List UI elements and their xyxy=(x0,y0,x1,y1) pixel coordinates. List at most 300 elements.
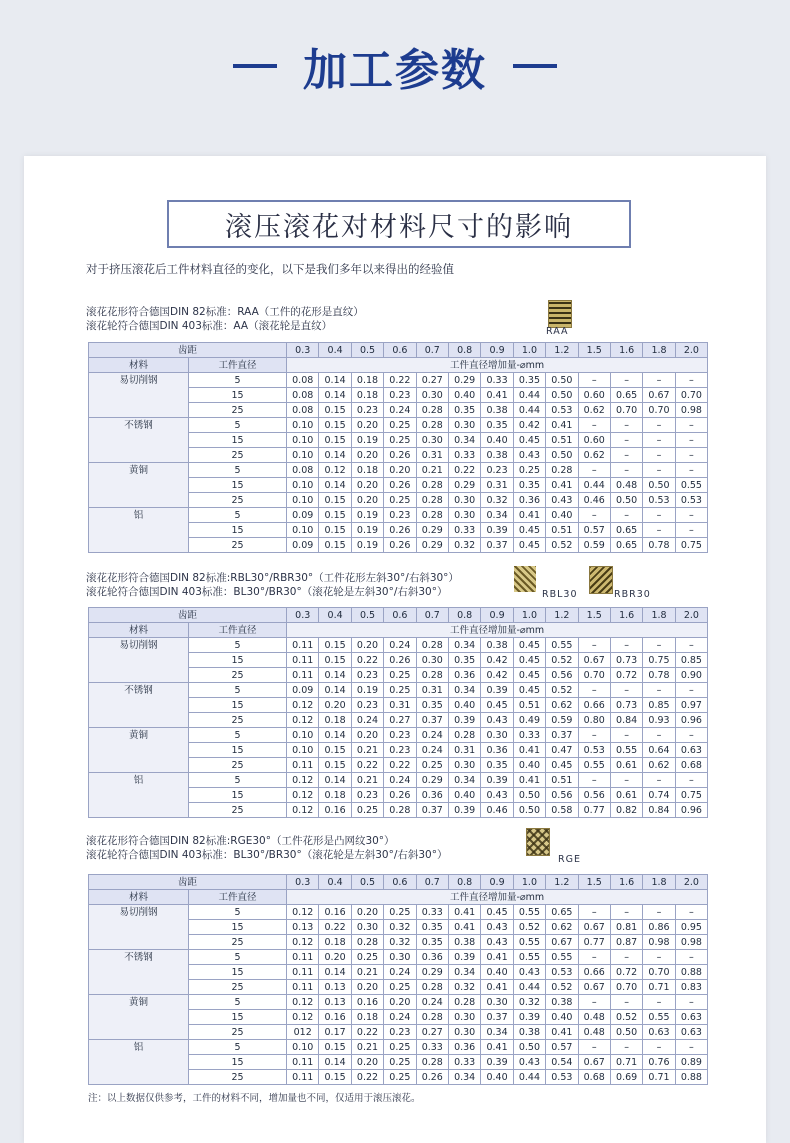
footnote: 注：以上数据仅供参考，工件的材料不同，增加量也不同，仅适用于滚压滚花。 xyxy=(88,1093,421,1104)
raa-pattern-swatch xyxy=(548,300,572,328)
pitch-cell: 1.0 xyxy=(513,608,545,623)
value-cell: 0.28 xyxy=(546,463,578,478)
value-cell: – xyxy=(675,683,707,698)
value-cell: – xyxy=(578,905,610,920)
table-row xyxy=(89,373,708,388)
value-cell: 0.29 xyxy=(448,373,480,388)
value-cell: 0.41 xyxy=(481,388,513,403)
value-cell: – xyxy=(643,373,675,388)
value-cell: 0.67 xyxy=(643,388,675,403)
diameter-cell: 15 xyxy=(189,388,287,403)
value-cell: 0.19 xyxy=(351,523,383,538)
value-cell: 0.40 xyxy=(448,788,480,803)
value-cell: 0.22 xyxy=(448,463,480,478)
value-cell: 0.30 xyxy=(416,433,448,448)
value-cell: 0.23 xyxy=(351,403,383,418)
value-cell: 0.18 xyxy=(351,373,383,388)
value-cell: – xyxy=(578,463,610,478)
value-cell: – xyxy=(643,463,675,478)
value-cell: 0.49 xyxy=(513,713,545,728)
table-row xyxy=(89,493,708,508)
diameter-cell: 15 xyxy=(189,1055,287,1070)
value-cell: 0.65 xyxy=(610,523,642,538)
value-cell: 0.24 xyxy=(351,713,383,728)
value-cell: 0.26 xyxy=(384,523,416,538)
value-cell: 0.28 xyxy=(416,980,448,995)
value-cell: 0.18 xyxy=(319,788,351,803)
value-cell: 0.57 xyxy=(546,1040,578,1055)
value-cell: 0.11 xyxy=(287,758,319,773)
material-cell xyxy=(89,478,189,493)
pitch-cell: 2.0 xyxy=(675,608,707,623)
diameter-cell: 25 xyxy=(189,493,287,508)
diameter-cell: 5 xyxy=(189,418,287,433)
value-cell: 0.36 xyxy=(448,668,480,683)
value-cell: 0.62 xyxy=(546,920,578,935)
value-cell: 0.39 xyxy=(448,713,480,728)
value-cell: 0.85 xyxy=(643,698,675,713)
value-cell: 0.28 xyxy=(416,668,448,683)
value-cell: 012 xyxy=(287,1025,319,1040)
value-cell: 0.25 xyxy=(384,418,416,433)
value-cell: 0.43 xyxy=(481,935,513,950)
value-cell: 0.25 xyxy=(384,905,416,920)
value-cell: 0.34 xyxy=(448,433,480,448)
value-cell: 0.11 xyxy=(287,1070,319,1085)
pitch-cell: 0.3 xyxy=(287,608,319,623)
value-cell: – xyxy=(643,773,675,788)
value-cell: 0.26 xyxy=(384,788,416,803)
value-cell: 0.12 xyxy=(319,463,351,478)
table-row xyxy=(89,1040,708,1055)
value-cell: 0.37 xyxy=(481,1010,513,1025)
value-cell: 0.33 xyxy=(416,1040,448,1055)
pitch-cell: 1.6 xyxy=(610,343,642,358)
value-cell: 0.39 xyxy=(481,773,513,788)
value-cell: 0.43 xyxy=(513,1055,545,1070)
diameter-cell: 15 xyxy=(189,920,287,935)
value-cell: 0.56 xyxy=(546,668,578,683)
value-cell: 0.35 xyxy=(448,403,480,418)
value-cell: 0.10 xyxy=(287,1040,319,1055)
column-header-row xyxy=(89,890,708,905)
value-cell: – xyxy=(578,373,610,388)
material-cell: 铝 xyxy=(89,773,189,788)
value-cell: 0.38 xyxy=(448,935,480,950)
diameter-cell: 15 xyxy=(189,433,287,448)
value-cell: 0.63 xyxy=(643,1025,675,1040)
value-cell: 0.32 xyxy=(513,995,545,1010)
table-row xyxy=(89,803,708,818)
value-cell: 0.96 xyxy=(675,713,707,728)
table-row xyxy=(89,668,708,683)
value-cell: 0.20 xyxy=(351,478,383,493)
value-cell: 0.25 xyxy=(384,1040,416,1055)
sheet-intro: 对于挤压滚花后工件材料直径的变化，以下是我们多年以来得出的经验值 xyxy=(86,262,454,276)
table-row xyxy=(89,523,708,538)
value-cell: 0.59 xyxy=(546,713,578,728)
material-cell xyxy=(89,965,189,980)
value-cell: 0.98 xyxy=(675,935,707,950)
value-cell: 0.09 xyxy=(287,508,319,523)
value-cell: 0.42 xyxy=(481,668,513,683)
value-cell: 0.31 xyxy=(384,698,416,713)
diameter-cell: 5 xyxy=(189,683,287,698)
material-cell xyxy=(89,1070,189,1085)
value-cell: 0.11 xyxy=(287,980,319,995)
value-cell: 0.43 xyxy=(481,920,513,935)
value-cell: 0.30 xyxy=(448,1010,480,1025)
diameter-cell: 15 xyxy=(189,653,287,668)
value-cell: 0.16 xyxy=(351,995,383,1010)
pitch-cell: 1.0 xyxy=(513,875,545,890)
value-cell: 0.13 xyxy=(287,920,319,935)
title-dash-right xyxy=(513,64,557,68)
value-cell: 0.50 xyxy=(513,803,545,818)
value-cell: – xyxy=(578,508,610,523)
value-cell: 0.40 xyxy=(448,698,480,713)
table-row xyxy=(89,758,708,773)
value-cell: 0.30 xyxy=(448,418,480,433)
pitch-cell: 0.4 xyxy=(319,875,351,890)
rbl30-pattern-swatch xyxy=(514,566,536,592)
material-header: 材料 xyxy=(89,890,189,905)
material-cell xyxy=(89,538,189,553)
value-cell: 0.26 xyxy=(416,1070,448,1085)
value-cell: 0.53 xyxy=(643,493,675,508)
value-cell: 0.45 xyxy=(513,433,545,448)
value-cell: 0.10 xyxy=(287,493,319,508)
value-cell: 0.24 xyxy=(384,965,416,980)
value-cell: 0.66 xyxy=(578,965,610,980)
pitch-cell: 1.2 xyxy=(546,608,578,623)
value-cell: 0.68 xyxy=(675,758,707,773)
value-cell: 0.28 xyxy=(416,638,448,653)
value-cell: 0.15 xyxy=(319,1070,351,1085)
value-cell: 0.15 xyxy=(319,1040,351,1055)
diameter-cell: 5 xyxy=(189,508,287,523)
material-header: 材料 xyxy=(89,358,189,373)
rge-pattern-swatch xyxy=(526,828,550,856)
value-cell: 0.29 xyxy=(416,523,448,538)
pitch-cell: 0.8 xyxy=(448,608,480,623)
pitch-cell: 0.7 xyxy=(416,875,448,890)
material-cell: 铝 xyxy=(89,508,189,523)
pitch-cell: 1.5 xyxy=(578,608,610,623)
value-cell: 0.10 xyxy=(287,728,319,743)
value-cell: 0.87 xyxy=(610,935,642,950)
value-cell: 0.34 xyxy=(448,773,480,788)
rbr30-pattern-label: RBR30 xyxy=(614,589,651,600)
value-cell: – xyxy=(578,638,610,653)
value-cell: 0.22 xyxy=(351,1070,383,1085)
value-cell: – xyxy=(675,373,707,388)
table-row xyxy=(89,638,708,653)
value-cell: – xyxy=(675,950,707,965)
value-cell: 0.33 xyxy=(448,1055,480,1070)
value-cell: 0.30 xyxy=(416,388,448,403)
value-cell: 0.12 xyxy=(287,773,319,788)
value-cell: 0.81 xyxy=(610,920,642,935)
value-cell: 0.38 xyxy=(546,995,578,1010)
value-cell: 0.47 xyxy=(546,743,578,758)
standard-line-pattern: 滚花花形符合德国DIN 82标准:RBL30°/RBR30°（工件花形左斜30°/右斜30°） xyxy=(86,572,459,584)
value-cell: 0.10 xyxy=(287,448,319,463)
table-row xyxy=(89,538,708,553)
value-cell: 0.39 xyxy=(481,1055,513,1070)
material-cell xyxy=(89,803,189,818)
table-row xyxy=(89,743,708,758)
value-cell: 0.73 xyxy=(610,653,642,668)
value-cell: 0.30 xyxy=(351,920,383,935)
pitch-cell: 0.5 xyxy=(351,608,383,623)
value-cell: 0.37 xyxy=(416,803,448,818)
value-cell: 0.44 xyxy=(513,403,545,418)
value-cell: 0.75 xyxy=(675,538,707,553)
value-cell: 0.55 xyxy=(513,950,545,965)
diameter-cell: 5 xyxy=(189,373,287,388)
diameter-cell: 5 xyxy=(189,950,287,965)
value-cell: 0.21 xyxy=(416,463,448,478)
value-cell: 0.40 xyxy=(513,758,545,773)
value-cell: 0.67 xyxy=(546,935,578,950)
value-cell: 0.62 xyxy=(578,403,610,418)
value-cell: 0.20 xyxy=(384,463,416,478)
value-cell: – xyxy=(610,463,642,478)
value-cell: 0.10 xyxy=(287,743,319,758)
value-cell: 0.18 xyxy=(351,463,383,478)
value-cell: 0.34 xyxy=(481,508,513,523)
material-cell xyxy=(89,1055,189,1070)
value-cell: 0.22 xyxy=(351,758,383,773)
value-cell: 0.20 xyxy=(384,995,416,1010)
value-cell: – xyxy=(610,448,642,463)
value-cell: 0.50 xyxy=(513,788,545,803)
value-cell: 0.48 xyxy=(578,1025,610,1040)
value-cell: 0.38 xyxy=(481,403,513,418)
value-cell: 0.70 xyxy=(643,403,675,418)
value-cell: 0.35 xyxy=(416,698,448,713)
value-cell: 0.97 xyxy=(675,698,707,713)
value-cell: 0.26 xyxy=(384,478,416,493)
value-cell: 0.66 xyxy=(578,698,610,713)
value-cell: 0.56 xyxy=(546,788,578,803)
value-cell: 0.69 xyxy=(610,1070,642,1085)
value-cell: 0.45 xyxy=(481,905,513,920)
value-cell: 0.14 xyxy=(319,965,351,980)
value-cell: 0.33 xyxy=(481,373,513,388)
pitch-cell: 0.9 xyxy=(481,608,513,623)
value-cell: 0.61 xyxy=(610,788,642,803)
value-cell: 0.08 xyxy=(287,388,319,403)
value-cell: 0.12 xyxy=(287,698,319,713)
pitch-cell: 0.5 xyxy=(351,875,383,890)
value-cell: – xyxy=(578,418,610,433)
diameter-header: 工件直径 xyxy=(189,358,287,373)
value-cell: 0.55 xyxy=(643,1010,675,1025)
increase-table xyxy=(88,342,708,553)
value-cell: 0.70 xyxy=(610,403,642,418)
pitch-cell: 0.4 xyxy=(319,608,351,623)
value-cell: 0.40 xyxy=(481,965,513,980)
value-cell: 0.24 xyxy=(416,728,448,743)
value-cell: 0.23 xyxy=(384,508,416,523)
pitch-cell: 1.8 xyxy=(643,343,675,358)
value-cell: 0.24 xyxy=(416,743,448,758)
value-cell: 0.96 xyxy=(675,803,707,818)
table-row xyxy=(89,1070,708,1085)
value-cell: 0.44 xyxy=(513,980,545,995)
value-cell: – xyxy=(610,995,642,1010)
diameter-cell: 5 xyxy=(189,905,287,920)
value-cell: 0.16 xyxy=(319,803,351,818)
material-cell xyxy=(89,388,189,403)
value-cell: 0.37 xyxy=(481,538,513,553)
pitch-cell: 0.6 xyxy=(384,343,416,358)
value-cell: 0.55 xyxy=(513,935,545,950)
value-cell: 0.14 xyxy=(319,683,351,698)
value-cell: 0.19 xyxy=(351,433,383,448)
value-cell: 0.43 xyxy=(546,493,578,508)
value-cell: 0.23 xyxy=(351,698,383,713)
diameter-cell: 15 xyxy=(189,478,287,493)
value-cell: 0.21 xyxy=(351,773,383,788)
value-cell: 0.84 xyxy=(643,803,675,818)
value-cell: 0.50 xyxy=(610,1025,642,1040)
diameter-header: 工件直径 xyxy=(189,623,287,638)
value-cell: 0.52 xyxy=(546,683,578,698)
value-cell: 0.20 xyxy=(319,698,351,713)
value-cell: 0.19 xyxy=(351,508,383,523)
pitch-header-row xyxy=(89,875,708,890)
material-cell xyxy=(89,653,189,668)
value-cell: – xyxy=(610,683,642,698)
standard-line-pattern: 滚花花形符合德国DIN 82标准:RGE30°（工件花形是凸网纹30°） xyxy=(86,835,395,847)
value-cell: 0.12 xyxy=(287,1010,319,1025)
value-cell: 0.25 xyxy=(384,980,416,995)
value-cell: 0.32 xyxy=(384,935,416,950)
value-cell: 0.22 xyxy=(319,920,351,935)
value-cell: 0.55 xyxy=(675,478,707,493)
table-row xyxy=(89,935,708,950)
value-cell: 0.30 xyxy=(481,995,513,1010)
value-cell: 0.28 xyxy=(384,803,416,818)
increase-header: 工件直径增加量-⌀mm xyxy=(287,623,708,638)
material-cell xyxy=(89,523,189,538)
value-cell: 0.14 xyxy=(319,773,351,788)
pitch-cell: 2.0 xyxy=(675,343,707,358)
value-cell: 0.45 xyxy=(513,683,545,698)
column-header-row xyxy=(89,623,708,638)
value-cell: 0.62 xyxy=(578,448,610,463)
table-row xyxy=(89,698,708,713)
value-cell: 0.82 xyxy=(610,803,642,818)
value-cell: 0.63 xyxy=(675,743,707,758)
value-cell: 0.40 xyxy=(546,508,578,523)
value-cell: 0.08 xyxy=(287,463,319,478)
value-cell: 0.10 xyxy=(287,523,319,538)
value-cell: 0.67 xyxy=(578,920,610,935)
parameter-sheet xyxy=(24,156,766,1143)
value-cell: 0.12 xyxy=(287,935,319,950)
standard-line-pattern: 滚花花形符合德国DIN 82标准：RAA（工件的花形是直纹） xyxy=(86,306,364,318)
table-row xyxy=(89,773,708,788)
value-cell: 0.09 xyxy=(287,538,319,553)
value-cell: 0.43 xyxy=(513,448,545,463)
value-cell: 0.12 xyxy=(287,713,319,728)
value-cell: 0.15 xyxy=(319,758,351,773)
value-cell: 0.53 xyxy=(578,743,610,758)
value-cell: 0.65 xyxy=(546,905,578,920)
value-cell: 0.53 xyxy=(546,1070,578,1085)
value-cell: 0.14 xyxy=(319,373,351,388)
value-cell: 0.64 xyxy=(643,743,675,758)
value-cell: 0.15 xyxy=(319,538,351,553)
value-cell: 0.10 xyxy=(287,433,319,448)
value-cell: 0.29 xyxy=(448,478,480,493)
value-cell: 0.76 xyxy=(643,1055,675,1070)
value-cell: 0.65 xyxy=(610,538,642,553)
value-cell: 0.70 xyxy=(675,388,707,403)
value-cell: 0.78 xyxy=(643,538,675,553)
value-cell: 0.15 xyxy=(319,403,351,418)
diameter-cell: 25 xyxy=(189,1025,287,1040)
increase-header: 工件直径增加量-⌀mm xyxy=(287,358,708,373)
value-cell: – xyxy=(643,508,675,523)
material-cell: 易切削钢 xyxy=(89,638,189,653)
table-row xyxy=(89,448,708,463)
value-cell: – xyxy=(675,1040,707,1055)
value-cell: 0.36 xyxy=(416,950,448,965)
value-cell: – xyxy=(610,418,642,433)
value-cell: 0.16 xyxy=(319,1010,351,1025)
value-cell: 0.30 xyxy=(448,493,480,508)
value-cell: 0.24 xyxy=(384,403,416,418)
value-cell: 0.60 xyxy=(578,433,610,448)
table-row xyxy=(89,788,708,803)
page-header xyxy=(0,36,790,96)
value-cell: 0.08 xyxy=(287,403,319,418)
value-cell: 0.28 xyxy=(416,508,448,523)
table-row xyxy=(89,905,708,920)
value-cell: 0.56 xyxy=(578,788,610,803)
value-cell: 0.11 xyxy=(287,965,319,980)
value-cell: 0.19 xyxy=(351,683,383,698)
value-cell: 0.78 xyxy=(643,668,675,683)
material-cell xyxy=(89,698,189,713)
sheet-heading: 滚压滚花对材料尺寸的影响 xyxy=(167,200,631,248)
value-cell: – xyxy=(675,523,707,538)
diameter-cell: 25 xyxy=(189,758,287,773)
value-cell: 0.70 xyxy=(578,668,610,683)
pitch-header-row xyxy=(89,343,708,358)
value-cell: 0.25 xyxy=(384,668,416,683)
material-cell: 不锈钢 xyxy=(89,683,189,698)
value-cell: 0.42 xyxy=(513,418,545,433)
value-cell: 0.84 xyxy=(610,713,642,728)
value-cell: 0.53 xyxy=(546,403,578,418)
diameter-cell: 5 xyxy=(189,995,287,1010)
value-cell: – xyxy=(643,638,675,653)
diameter-cell: 5 xyxy=(189,1040,287,1055)
pitch-cell: 1.2 xyxy=(546,875,578,890)
value-cell: 0.12 xyxy=(287,803,319,818)
value-cell: 0.16 xyxy=(319,905,351,920)
value-cell: 0.23 xyxy=(384,1025,416,1040)
value-cell: 0.14 xyxy=(319,478,351,493)
standard-line-wheel: 滚花轮符合德国DIN 403标准：BL30°/BR30°（滚花轮是左斜30°/右斜30°） xyxy=(86,586,448,598)
value-cell: 0.90 xyxy=(675,668,707,683)
